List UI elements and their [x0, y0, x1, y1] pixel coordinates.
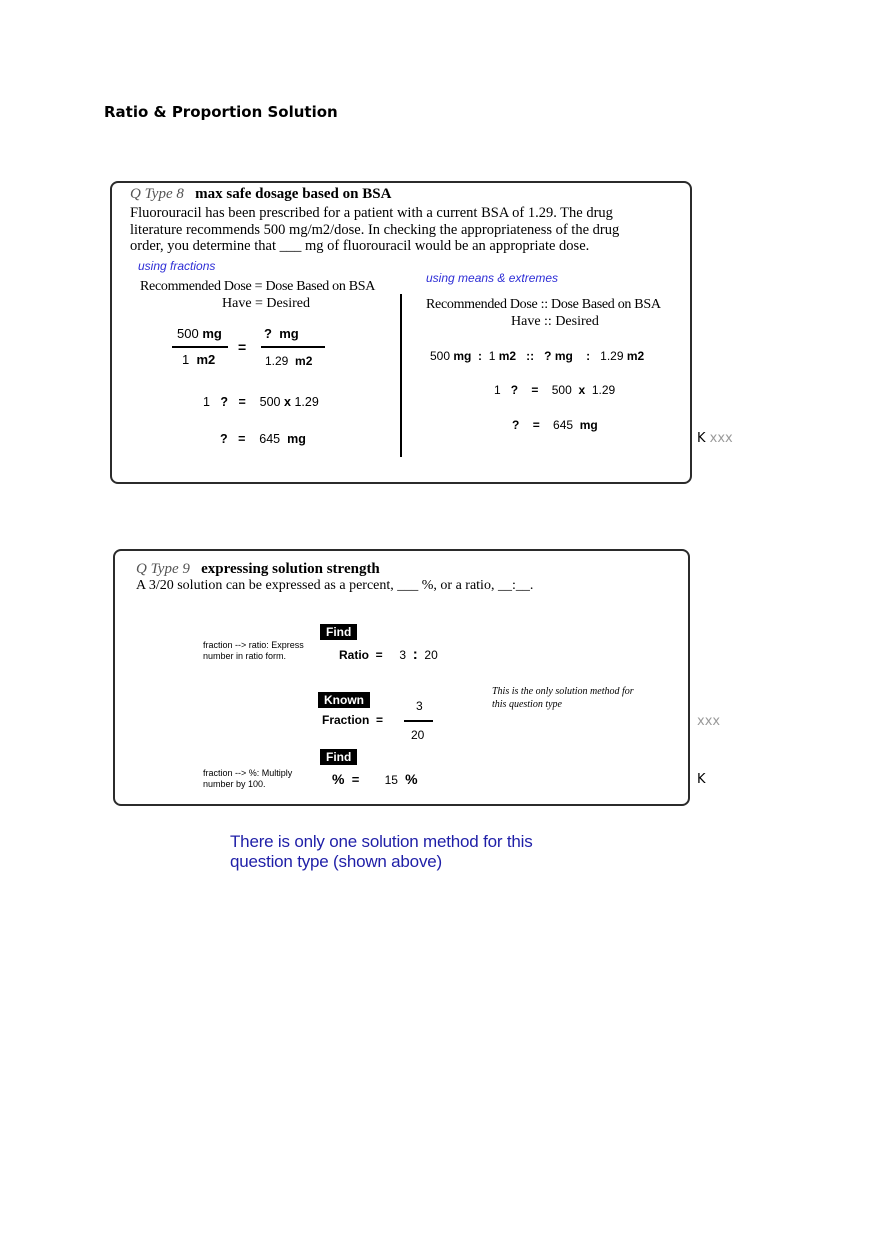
- q9-known-tag: Known: [318, 692, 370, 708]
- q8-left-line-2: 1 ? = 500 x 1.29: [203, 395, 319, 409]
- q8-method-divider: [400, 294, 402, 457]
- q8-title: max safe dosage based on BSA: [195, 186, 392, 202]
- q9-heading: [136, 561, 380, 578]
- q8-frac2-den: 1.29 m2: [265, 354, 313, 368]
- q8-side-note: K xxx: [697, 431, 733, 446]
- q8-frac-equals: =: [238, 339, 247, 355]
- q8-frac2-bar: [261, 346, 325, 348]
- q8-method-fractions: using fractions: [138, 259, 216, 273]
- q8-right-line-2: 1 ? = 500 x 1.29: [494, 383, 616, 397]
- q9-find-tag-1: Find: [320, 624, 357, 640]
- q8-frac1-num: 500 mg: [177, 326, 222, 341]
- q8-method-means-extremes: using means & extremes: [426, 271, 559, 285]
- q8-right-line-3: ? = 645 mg: [512, 418, 598, 432]
- q9-percent-row: % = 15 %: [332, 771, 418, 787]
- q9-only-note-2: this question type: [492, 699, 562, 710]
- q8-type-label: Q Type 8: [130, 186, 184, 202]
- page-title: Ratio & Proportion Solution: [104, 103, 338, 121]
- q8-text-3: order, you determine that ___ mg of fluorouracil would be an appropriate dose.: [130, 238, 590, 254]
- q8-right-formula-1: Recommended Dose :: Dose Based on BSA: [426, 297, 661, 312]
- q9-fraction-label: Fraction =: [322, 713, 384, 727]
- q9-only-note-1: This is the only solution method for: [492, 686, 634, 697]
- q9-type-label: Q Type 9: [136, 561, 190, 577]
- q8-frac1-den: 1 m2: [182, 352, 216, 367]
- q9-note-ratio-1: fraction --> ratio: Express: [203, 640, 304, 650]
- q8-left-line-3: ? = 645 mg: [220, 432, 306, 446]
- q8-left-formula-2: Have = Desired: [222, 296, 310, 311]
- q9-side-xxx: xxx: [697, 714, 721, 729]
- footer-note-1: There is only one solution method for this: [230, 832, 533, 851]
- q8-right-line-1: 500 mg : 1 m2 :: ? mg : 1.29 m2: [430, 349, 645, 363]
- q8-text-2: literature recommends 500 mg/m2/dose. In checking the appropriateness of the drug: [130, 222, 620, 238]
- q8-frac2-num: ? mg: [264, 326, 299, 341]
- q9-note-pct-1: fraction --> %: Multiply: [203, 768, 293, 778]
- q8-frac1-bar: [172, 346, 228, 348]
- q9-find-tag-2: Find: [320, 749, 357, 765]
- q9-note-pct-2: number by 100.: [203, 779, 266, 789]
- q9-ratio-row: Ratio = 3 : 20: [339, 646, 438, 663]
- q9-side-k: K: [697, 772, 706, 787]
- q8-right-formula-2: Have :: Desired: [511, 314, 599, 329]
- footer-note-2: question type (shown above): [230, 852, 442, 871]
- q8-text-1: Fluorouracil has been prescribed for a patient with a current BSA of 1.29. The drug: [130, 205, 613, 221]
- q9-frac-num: 3: [416, 699, 423, 713]
- q9-text: A 3/20 solution can be expressed as a percent, ___ %, or a ratio, __:__.: [136, 578, 534, 593]
- q9-frac-den: 20: [411, 728, 425, 742]
- q9-title: expressing solution strength: [201, 561, 380, 577]
- q8-heading: [130, 186, 391, 203]
- q9-frac-bar: [404, 720, 433, 722]
- q9-note-ratio-2: number in ratio form.: [203, 651, 287, 661]
- q8-left-formula-1: Recommended Dose = Dose Based on BSA: [140, 279, 376, 294]
